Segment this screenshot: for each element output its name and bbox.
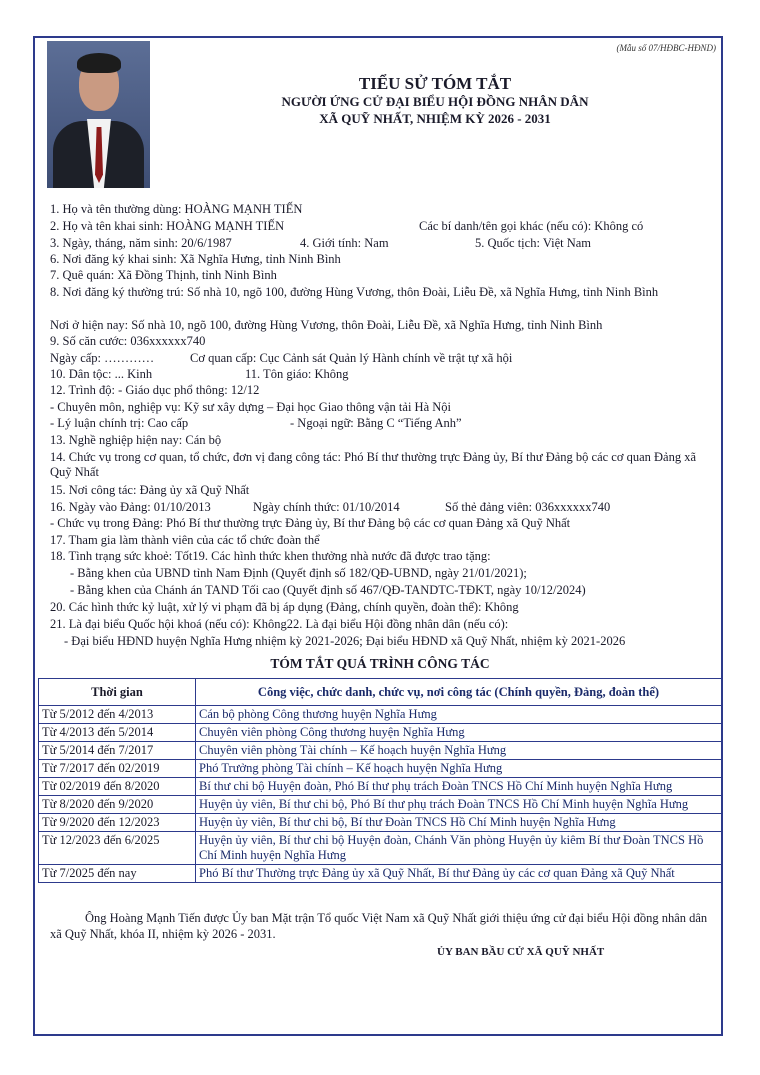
document-term: XÃ QUỸ NHẤT, NHIỆM KỲ 2026 - 2031 <box>319 111 551 126</box>
field-party-join-date: 16. Ngày vào Đảng: 01/10/2013 <box>50 500 211 514</box>
cell-position: Phó Trưởng phòng Tài chính – Kế hoạch huyện Nghĩa Hưng <box>196 760 722 778</box>
field-profession: - Chuyên môn, nghiệp vụ: Kỹ sư xây dựng – Đại học Giao thông vận tải Hà Nội <box>50 400 451 414</box>
field-aliases: Các bí danh/tên gọi khác (nếu có): Không có <box>419 219 644 233</box>
cell-position: Bí thư chi bộ Huyện đoàn, Phó Bí thư phụ trách Đoàn TNCS Hồ Chí Minh huyện Nghĩa Hưng <box>196 778 722 796</box>
field-political-theory: - Lý luận chính trị: Cao cấp <box>50 416 189 430</box>
field-id-number: 9. Số căn cước: 036xxxxxx740 <box>50 334 206 348</box>
field-birth-name: 2. Họ và tên khai sinh: HOÀNG MẠNH TIẾN <box>50 219 285 233</box>
field-birth-date: 3. Ngày, tháng, năm sinh: 20/6/1987 <box>50 236 232 250</box>
cell-time: Từ 8/2020 đến 9/2020 <box>39 796 196 814</box>
table-row <box>39 865 722 883</box>
form-number: (Mẫu số 07/HĐBC-HĐND) <box>616 43 716 53</box>
table-row <box>39 760 722 778</box>
cell-position: Cán bộ phòng Công thương huyện Nghĩa Hưng <box>196 706 722 724</box>
cell-position: Huyện ủy viên, Bí thư chi bộ Huyện đoàn, Chánh Văn phòng Huyện ủy kiêm Bí thư Đoàn TNCS Hồ Chí Minh huyện Nghĩa Hưng <box>196 832 722 865</box>
table-row <box>39 778 722 796</box>
field-health-awards: 18. Tình trạng sức khoẻ: Tốt19. Các hình thức khen thưởng nhà nước đã được trao tặng: <box>50 549 491 563</box>
field-birth-registration: 6. Nơi đăng ký khai sinh: Xã Nghĩa Hưng, tỉnh Ninh Bình <box>50 252 341 266</box>
table-row <box>39 814 722 832</box>
cell-position: Huyện ủy viên, Bí thư chi bộ, Phó Bí thư phụ trách Đoàn TNCS Hồ Chí Minh huyện Nghĩa Hưng <box>196 796 722 814</box>
closing-statement: Ông Hoàng Mạnh Tiến được Ủy ban Mặt trận Tổ quốc Việt Nam xã Quỹ Nhất giới thiệu ứng cử đại biểu Hội đồng nhân dân xã Quỹ Nhất, khóa II, nhiệm kỳ 2026 - 2031. <box>50 911 708 941</box>
field-issuing-agency: Cơ quan cấp: Cục Cảnh sát Quản lý Hành chính về trật tự xã hội <box>190 351 513 365</box>
cell-time: Từ 12/2023 đến 6/2025 <box>39 832 196 865</box>
cell-time: Từ 5/2014 đến 7/2017 <box>39 742 196 760</box>
field-occupation: 13. Nghề nghiệp hiện nay: Cán bộ <box>50 433 222 447</box>
field-hometown: 7. Quê quán: Xã Đồng Thịnh, tỉnh Ninh Bình <box>50 268 277 282</box>
table-row <box>39 724 722 742</box>
field-workplace: 15. Nơi công tác: Đảng ủy xã Quỹ Nhất <box>50 483 250 497</box>
document-subtitle: NGƯỜI ỨNG CỬ ĐẠI BIỂU HỘI ĐỒNG NHÂN DÂN <box>281 94 589 109</box>
field-issue-date: Ngày cấp: ………… <box>50 351 155 365</box>
cell-time: Từ 5/2012 đến 4/2013 <box>39 706 196 724</box>
field-common-name: 1. Họ và tên thường dùng: HOÀNG MẠNH TIẾN <box>50 202 303 216</box>
table-row <box>39 742 722 760</box>
field-gender: 4. Giới tính: Nam <box>300 236 389 250</box>
table-row <box>39 706 722 724</box>
column-header-time: Thời gian <box>39 679 196 706</box>
cell-time: Từ 7/2017 đến 02/2019 <box>39 760 196 778</box>
field-discipline: 20. Các hình thức kỷ luật, xử lý vi phạm đã bị áp dụng (Đảng, chính quyền, đoàn thể): Không <box>50 600 519 614</box>
field-ethnicity: 10. Dân tộc: ... Kinh <box>50 367 153 381</box>
delegate-detail: - Đại biểu HĐND huyện Nghĩa Hưng nhiệm kỳ 2021-2026; Đại biểu HĐND xã Quỹ Nhất, nhiệm kỳ 2021-2026 <box>64 634 626 648</box>
field-delegate: 21. Là đại biểu Quốc hội khoá (nếu có): Không22. Là đại biểu Hội đồng nhân dân (nếu có): <box>50 617 509 631</box>
cell-time: Từ 7/2025 đến nay <box>39 865 196 883</box>
table-row <box>39 832 722 865</box>
award-1: - Bằng khen của UBND tỉnh Nam Định (Quyết định số 182/QĐ-UBND, ngày 21/01/2021); <box>70 566 527 580</box>
signature-committee: ỦY BAN BẦU CỬ XÃ QUỸ NHẤT <box>437 946 605 958</box>
cell-time: Từ 9/2020 đến 12/2023 <box>39 814 196 832</box>
cell-position: Chuyên viên phòng Tài chính – Kế hoạch huyện Nghĩa Hưng <box>196 742 722 760</box>
portrait-photo <box>47 41 150 188</box>
field-permanent-address: 8. Nơi đăng ký thường trú: Số nhà 10, ngõ 100, đường Hùng Vương, thôn Đoài, Liễu Đề, xã Nghĩa Hưng, tỉnh Ninh Bình <box>50 285 659 299</box>
work-section-title: TÓM TẮT QUÁ TRÌNH CÔNG TÁC <box>270 656 490 671</box>
field-party-card: Số thẻ đảng viên: 036xxxxxx740 <box>445 500 611 514</box>
cell-position: Phó Bí thư Thường trực Đảng ủy xã Quỹ Nhất, Bí thư Đảng ủy các cơ quan Đảng xã Quỹ Nhất <box>196 865 722 883</box>
field-current-address: Nơi ở hiện nay: Số nhà 10, ngõ 100, đường Hùng Vương, thôn Đoài, Liễu Đề, xã Nghĩa Hưng, tỉnh Ninh Bình <box>50 318 603 332</box>
field-foreign-language: - Ngoại ngữ: Bằng C “Tiếng Anh” <box>290 416 462 430</box>
field-nationality: 5. Quốc tịch: Việt Nam <box>475 236 592 250</box>
cell-time: Từ 02/2019 đến 8/2020 <box>39 778 196 796</box>
field-position: 14. Chức vụ trong cơ quan, tổ chức, đơn vị đang công tác: Phó Bí thư thường trực Đảng ủy, Bí thư Đảng bộ các cơ quan Đảng xã Quỹ Nhất <box>50 450 697 479</box>
field-organizations: 17. Tham gia làm thành viên của các tổ chức đoàn thể <box>50 533 320 547</box>
award-2: - Bằng khen của Chánh án TAND Tối cao (Quyết định số 467/QĐ-TANDTC-TĐKT, ngày 10/12/2024) <box>70 583 586 597</box>
column-header-position: Công việc, chức danh, chức vụ, nơi công tác (Chính quyền, Đảng, đoàn thể) <box>196 679 722 706</box>
cell-position: Huyện ủy viên, Bí thư chi bộ, Bí thư Đoàn TNCS Hồ Chí Minh huyện Nghĩa Hưng <box>196 814 722 832</box>
cell-time: Từ 4/2013 đến 5/2014 <box>39 724 196 742</box>
document-title: TIỂU SỬ TÓM TẮT <box>358 74 512 93</box>
table-row <box>39 796 722 814</box>
field-religion: 11. Tôn giáo: Không <box>245 367 349 381</box>
field-official-date: Ngày chính thức: 01/10/2014 <box>253 500 400 514</box>
field-party-position: - Chức vụ trong Đảng: Phó Bí thư thường trực Đảng ủy, Bí thư Đảng bộ các cơ quan Đảng xã Quỹ Nhất <box>50 516 571 530</box>
work-history-table <box>38 678 722 883</box>
field-education: 12. Trình độ: - Giáo dục phổ thông: 12/12 <box>50 383 260 397</box>
cell-position: Chuyên viên phòng Công thương huyện Nghĩa Hưng <box>196 724 722 742</box>
